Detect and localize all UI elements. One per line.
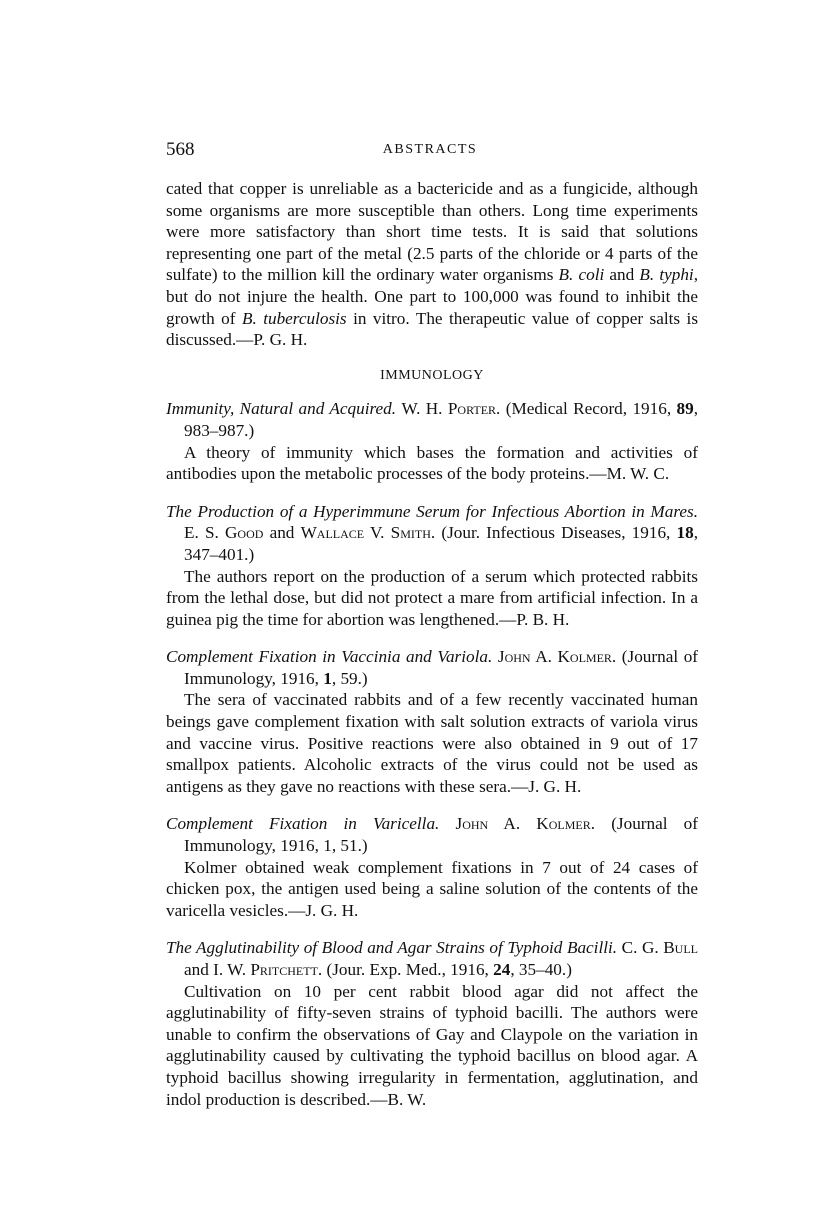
volume: 89 [676, 399, 694, 419]
abstract-entry [166, 937, 698, 1110]
page-header [166, 139, 694, 165]
author: E. S. Good [184, 523, 264, 543]
author: I. W. Pritchett. [213, 960, 323, 979]
abstract-entry [166, 501, 698, 631]
article-title: The Production of a Hyperimmune Serum for Infectious Abortion in Mares. [166, 501, 698, 521]
page-body [166, 178, 698, 1110]
article-title: Complement Fixation in Vaccinia and Variola. [166, 647, 493, 667]
article-title: Immunity, Natural and Acquired. [166, 399, 397, 419]
author: John A. Kolmer. [497, 647, 617, 667]
abstract-text: The authors report on the production of a serum which protected rabbits from the lethal dose, but did not protect a mare from artificial infection. In a guinea pig the time for abortion was lengthened.—P. B. H. [166, 566, 698, 629]
author: John A. Kolmer. [455, 814, 596, 834]
abstract-entry [166, 646, 698, 797]
abstract-text: The sera of vaccinated rabbits and of a few recently vaccinated human beings gave complement fixation with salt solution extracts of variola virus and vaccine virus. Positive reactions were also obtained in 9 out of 17 smallpox patients. Alcoholic extracts of the virus could not be used as antigens as they gave no reactions with these sera.—J. G. H. [166, 690, 698, 796]
author: W. H. Porter. [401, 399, 501, 419]
volume: 24 [493, 960, 511, 979]
volume: 18 [676, 523, 694, 543]
citation: The Production of a Hyperimmune Serum for Infectious Abortion in Mares. E. S. Good and Wallace V. Smith. (Jour. Infectious Diseases, 1916, 18, 347–401.) [166, 501, 699, 564]
abstract-text: Kolmer obtained weak complement fixations in 7 out of 24 cases of chicken pox, the antigen used being a saline solution of the contents of the varicella vesicles.—J. G. H. [166, 857, 698, 920]
organism-name: B. coli [558, 265, 605, 285]
author: Wallace V. Smith. [300, 523, 436, 543]
citation: Complement Fixation in Varicella. John A. Kolmer. (Journal of Immunology, 1916, 1, 51.) [166, 814, 698, 856]
page-number: 568 [166, 139, 195, 160]
organism-name: B. typhi [639, 265, 694, 285]
author: C. G. Bull [621, 938, 699, 958]
running-head: ABSTRACTS [382, 142, 478, 157]
section-heading: IMMUNOLOGY [380, 367, 484, 383]
abstract-entry [166, 813, 698, 921]
continued-abstract: cated that copper is unreliable as a bactericide and as a fungicide, although some organisms are more susceptible than others. Long time experiments were more satisfactory than short time tests. It is said that solutions representing one part of the metal (2.5 parts of the chloride or 4 parts of the sulfate) to the million kill the ordinary water organisms B. coli and B. typhi, but do not injure the health. One part to 100,000 was found to inhibit the growth of B. tuberculosis in vitro. The therapeutic value of copper salts is discussed.—P. G. H. [166, 179, 699, 350]
citation: Complement Fixation in Vaccinia and Variola. John A. Kolmer. (Journal of Immunology, 1916, 1, 59.) [166, 647, 699, 688]
abstract-entry [166, 398, 698, 484]
abstract-text: Cultivation on 10 per cent rabbit blood agar did not affect the agglutinability of fifty-seven strains of typhoid bacilli. The authors were unable to confirm the observations of Gay and Claypole on the variation in agglutinability caused by cultivating the typhoid bacillus on blood agar. A typhoid bacillus showing irregularity in fermentation, agglutination, and indol production is described.—B. W. [166, 981, 698, 1109]
volume: 1 [323, 668, 332, 688]
organism-name: B. tuberculosis [241, 308, 347, 328]
abstract-text: A theory of immunity which bases the formation and activities of antibodies upon the metabolic processes of the body proteins.—M. W. C. [166, 442, 698, 484]
article-title: Complement Fixation in Varicella. [166, 814, 440, 834]
citation: The Agglutinability of Blood and Agar Strains of Typhoid Bacilli. C. G. Bull and I. W. Pritchett. (Jour. Exp. Med., 1916, 24, 35–40.) [166, 938, 699, 979]
article-title: The Agglutinability of Blood and Agar Strains of Typhoid Bacilli. [166, 938, 618, 958]
citation: Immunity, Natural and Acquired. W. H. Porter. (Medical Record, 1916, 89, 983–987.) [166, 399, 698, 440]
